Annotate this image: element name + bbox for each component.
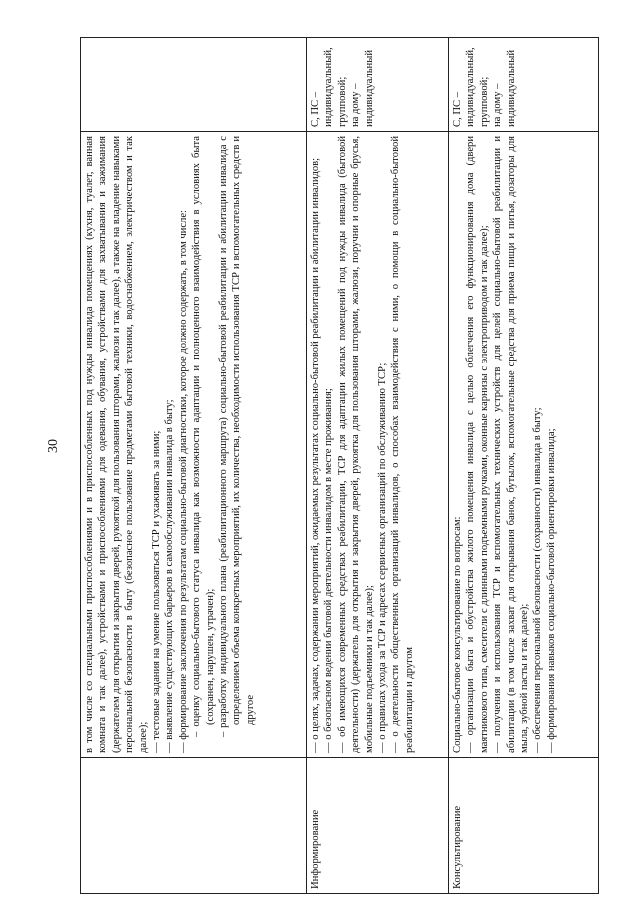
content-line: — выявление существующих барьеров в самообслуживании инвалида в быту;: [164, 399, 176, 753]
content-line: – оценку социально-бытового статуса инвалида как возможности адаптации и полноценного взаимодействия в условиях быта (сохранен, нарушен, утрачен);: [191, 136, 216, 737]
service-form-cell: [81, 38, 307, 132]
service-content-cell: [307, 132, 449, 758]
form-line: С, ПС –: [310, 91, 321, 127]
page-number: 30: [46, 439, 61, 453]
service-content-cell: [449, 132, 599, 758]
form-line: на дому –: [492, 83, 504, 127]
table-row: [81, 38, 307, 894]
form-line: групповой;: [336, 76, 348, 127]
service-content-cell: [81, 132, 307, 758]
rehabilitation-services-table: [80, 37, 599, 894]
service-form-cell: [449, 38, 599, 132]
content-line: – разработку индивидуального плана (реабилитационного маршрута) социально-бытовой реабилитации и абилитации инвалида с определением объема конкретных мероприятий, их количества, необходимости использования ТСР и вспомогательных средств и другое: [218, 136, 256, 737]
service-form-cell: [307, 38, 449, 132]
content-line: — организации быта и обустройства жилого помещения инвалида с целью облегчения его функционирования дома (двери маятникового типа, смесители с длинными подъемными ручками, оконные карнизы с электроприводом и так далее);: [465, 136, 490, 753]
rotated-table: [80, 38, 598, 894]
table-container: [80, 38, 598, 894]
form-line: индивидуальный: [505, 50, 517, 127]
content-line: — о безопасном ведении бытовой деятельности инвалидом в месте проживания;: [323, 388, 335, 753]
form-line: индивидуальный,: [465, 47, 477, 127]
content-line: — обеспечения персональной безопасности (сохранности) инвалида в быту;: [532, 407, 544, 753]
content-line: — получения и использования ТСР и вспомогательных технических устройств для целей социально-бытовой реабилитации и абилитации (в том числе захват для открывания банок, бутылок, вспомогательные средства для приема пищи и питья, дозаторы для мыла, зубной пасты и так далее);: [492, 136, 531, 753]
content-line: — о целях, задачах, содержании мероприятий, ожидаемых результатах социально-бытовой реабилитации и абилитации инвалидов;: [310, 157, 321, 753]
form-line: индивидуальный,: [323, 47, 335, 127]
table-row: [307, 38, 449, 894]
content-line: в том числе со специальными приспособлениями и в приспособленных под нужды инвалида помещениях (кухня, туалет, ванная комната и так далее), устройствами и приспособлениями для одевания, обувания, устройствами для захватывания и зажимания (держателем для открытия и закрытия дверей, рукояткой для пользования шторами, жалюзи и так далее), а также на владение навыками персональной безопасности в быту (безопасное пользование предметами бытовой техники, водоснабжением, электричеством и так далее);: [84, 136, 149, 753]
table-row: [449, 38, 599, 894]
content-line: — формирования навыков социально-бытовой ориентировки инвалида;: [545, 428, 557, 753]
service-name-cell: Консультирование: [449, 758, 599, 894]
service-name-cell: [81, 758, 307, 894]
content-line: — о правилах ухода за ТСР и адресах сервисных организаций по обслуживанию ТСР;: [377, 362, 389, 753]
content-line: Социально-бытовое консультирование по вопросам:: [452, 516, 463, 753]
form-line: индивидуальный: [363, 50, 375, 127]
form-line: С, ПС –: [452, 91, 463, 127]
service-name-cell: Информирование: [307, 758, 449, 894]
content-line: — о деятельности общественных организаций инвалидов, о способах взаимодействия с ними, о помощи в социально-бытовой реабилитации и другом: [390, 136, 415, 753]
content-line: — об имеющихся современных средствах реабилитации, ТСР для адаптации жилых помещений под нужды инвалида (бытовой деятельности) (держатель для открытия и закрытия дверей, рукоятка для пользования шторами, жалюзи, поручни и опорные брусья, мобильные подъемники и так далее);: [336, 136, 375, 753]
form-line: на дому –: [350, 83, 362, 127]
content-line: — формирование заключения по результатам социально-бытовой диагностики, которое должно содержать, в том числе:: [177, 210, 189, 753]
form-line: групповой;: [478, 76, 490, 127]
content-line: — тестовые задания на умение пользоваться ТСР и ухаживать за ними;: [151, 430, 163, 753]
